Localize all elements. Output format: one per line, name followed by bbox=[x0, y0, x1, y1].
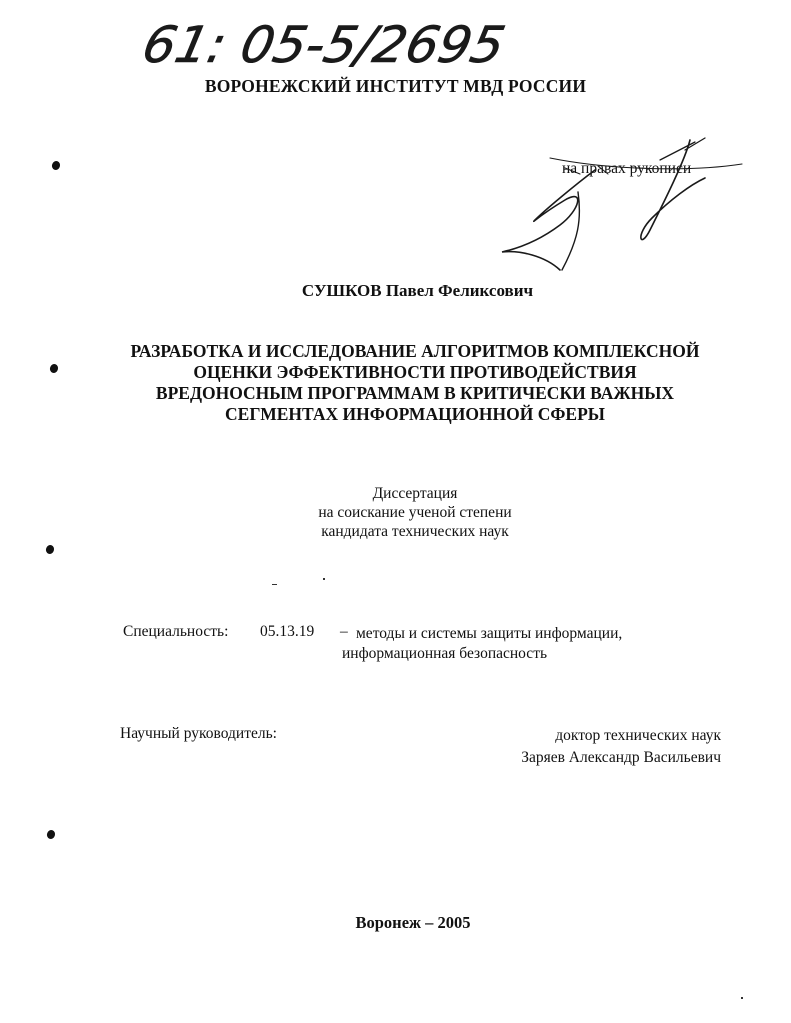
thesis-line: Диссертация bbox=[372, 485, 458, 502]
city-year: Воронеж – 2005 bbox=[355, 913, 471, 932]
scan-speck bbox=[741, 997, 743, 999]
thesis-degree-info bbox=[0, 484, 791, 541]
signature bbox=[490, 130, 760, 275]
advisor-name: Заряев Александр Васильевич bbox=[521, 749, 721, 766]
margin-mark bbox=[51, 160, 62, 171]
title-line: СЕГМЕНТАХ ИНФОРМАЦИОННОЙ СФЕРЫ bbox=[225, 404, 605, 424]
handwritten-archive-code bbox=[138, 6, 518, 78]
handwritten-archive-code-text: 61: 05-5/2695 bbox=[138, 15, 504, 74]
scan-speck bbox=[323, 578, 325, 580]
title-line: ОЦЕНКИ ЭФФЕКТИВНОСТИ ПРОТИВОДЕЙСТВИЯ bbox=[193, 362, 637, 382]
advisor-info bbox=[521, 725, 721, 769]
scan-speck bbox=[272, 584, 277, 585]
author-name: СУШКОВ Павел Феликсович bbox=[301, 281, 534, 300]
thesis-line: кандидата технических наук bbox=[321, 523, 509, 540]
specialty-code: 05.13.19 bbox=[260, 623, 315, 640]
advisor-label: Научный руководитель: bbox=[120, 725, 277, 742]
dissertation-title bbox=[100, 341, 730, 425]
title-line: РАЗРАБОТКА И ИССЛЕДОВАНИЕ АЛГОРИТМОВ КОМПЛЕКСНОЙ bbox=[130, 341, 700, 361]
advisor-degree: доктор технических наук bbox=[555, 727, 721, 744]
institute-name: ВОРОНЕЖСКИЙ ИНСТИТУТ МВД РОССИИ bbox=[204, 76, 587, 96]
manuscript-rights-note: на правах рукописи bbox=[562, 160, 692, 177]
title-line: ВРЕДОНОСНЫМ ПРОГРАММАМ В КРИТИЧЕСКИ ВАЖНЫХ bbox=[155, 383, 675, 403]
margin-mark bbox=[46, 829, 57, 840]
specialty-label: Специальность: bbox=[123, 623, 229, 640]
specialty-dash: – bbox=[340, 623, 348, 640]
specialty-description-continued: информационная безопасность bbox=[342, 645, 548, 662]
margin-mark bbox=[49, 363, 60, 374]
thesis-line: на соискание ученой степени bbox=[318, 504, 512, 521]
specialty-description: методы и системы защиты информации, bbox=[356, 625, 623, 642]
margin-mark bbox=[45, 544, 56, 555]
